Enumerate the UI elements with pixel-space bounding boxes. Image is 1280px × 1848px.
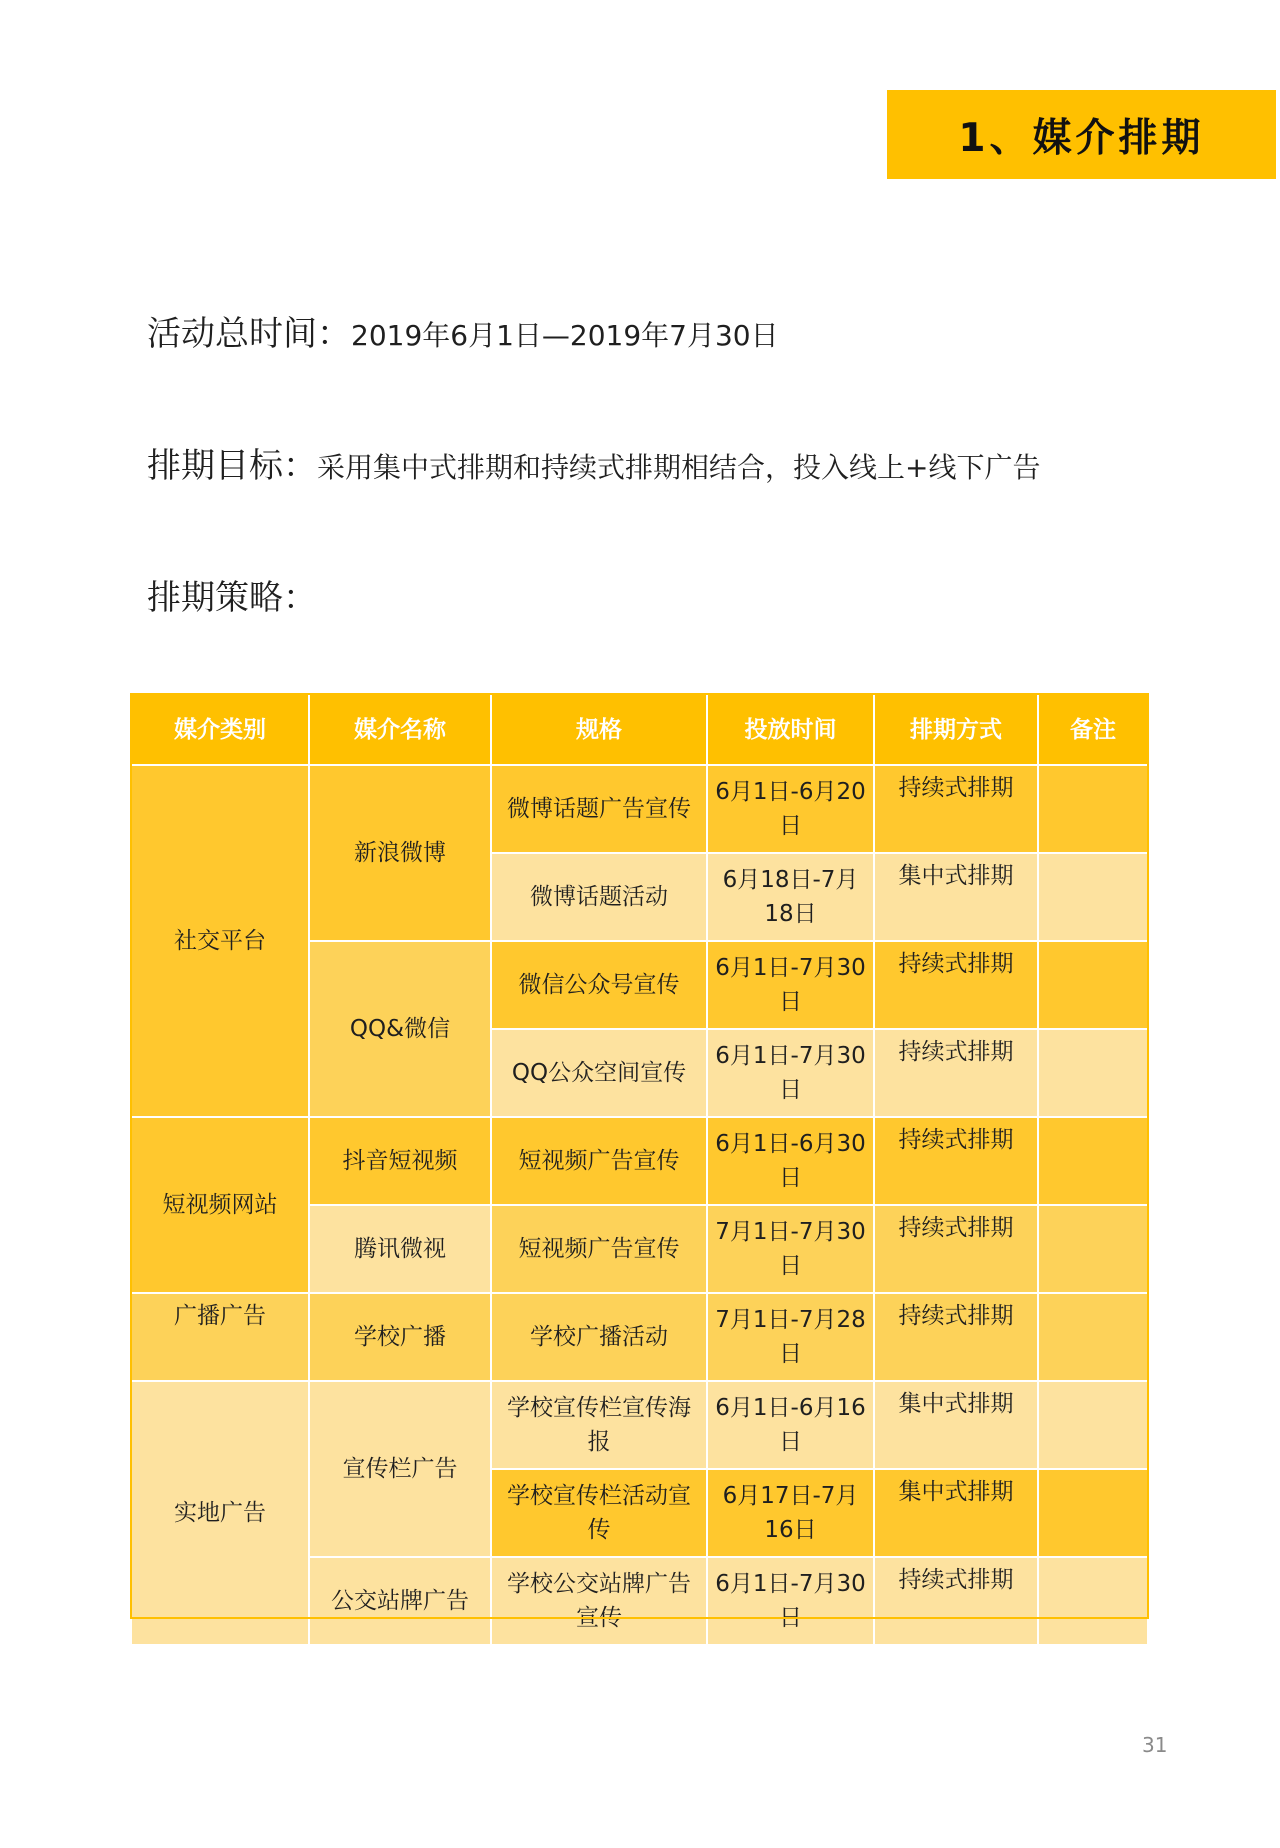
media-schedule-table — [130, 693, 1149, 1646]
activity-time-value: 2019年6月1日—2019年7月30日 — [351, 319, 779, 352]
time-cell: 6月1日-7月30日 — [707, 941, 874, 1029]
media-name-cell: 抖音短视频 — [309, 1117, 491, 1205]
method-cell: 持续式排期 — [874, 1029, 1038, 1117]
table-row — [131, 1117, 1148, 1205]
header-method: 排期方式 — [874, 694, 1038, 765]
time-cell: 6月1日-6月16日 — [707, 1381, 874, 1469]
time-cell: 6月1日-6月30日 — [707, 1117, 874, 1205]
media-name-cell: 学校广播 — [309, 1293, 491, 1381]
media-name-cell: 宣传栏广告 — [309, 1381, 491, 1557]
spec-cell: 短视频广告宣传 — [491, 1205, 707, 1293]
note-cell — [1038, 1029, 1148, 1117]
schedule-goal-line — [147, 438, 1040, 487]
method-cell: 持续式排期 — [874, 765, 1038, 853]
note-cell — [1038, 1205, 1148, 1293]
method-cell: 持续式排期 — [874, 1117, 1038, 1205]
method-cell: 集中式排期 — [874, 853, 1038, 941]
table-header-row — [131, 694, 1148, 765]
schedule-goal-label: 排期目标： — [147, 446, 317, 486]
category-cell: 广播广告 — [131, 1293, 309, 1381]
note-cell — [1038, 1293, 1148, 1381]
method-cell: 持续式排期 — [874, 1293, 1038, 1381]
activity-time-label: 活动总时间： — [147, 314, 351, 354]
method-cell: 集中式排期 — [874, 1381, 1038, 1469]
spec-cell: 学校宣传栏宣传海报 — [491, 1381, 707, 1469]
header-time: 投放时间 — [707, 694, 874, 765]
table-row — [131, 765, 1148, 853]
header-note: 备注 — [1038, 694, 1148, 765]
note-cell — [1038, 853, 1148, 941]
media-name-cell: 腾讯微视 — [309, 1205, 491, 1293]
table-row — [131, 1293, 1148, 1381]
schedule-strategy-label: 排期策略： — [147, 578, 317, 618]
category-cell: 实地广告 — [131, 1381, 309, 1645]
method-cell: 持续式排期 — [874, 1205, 1038, 1293]
media-name-cell: 公交站牌广告 — [309, 1557, 491, 1645]
category-cell: 短视频网站 — [131, 1117, 309, 1293]
time-cell: 7月1日-7月30日 — [707, 1205, 874, 1293]
spec-cell: 学校公交站牌广告宣传 — [491, 1557, 707, 1645]
time-cell: 6月1日-7月30日 — [707, 1557, 874, 1645]
header-spec: 规格 — [491, 694, 707, 765]
note-cell — [1038, 1469, 1148, 1557]
header-media-name: 媒介名称 — [309, 694, 491, 765]
time-cell: 6月1日-6月20日 — [707, 765, 874, 853]
method-cell: 集中式排期 — [874, 1469, 1038, 1557]
time-cell: 6月17日-7月16日 — [707, 1469, 874, 1557]
spec-cell: 短视频广告宣传 — [491, 1117, 707, 1205]
category-cell: 社交平台 — [131, 765, 309, 1117]
schedule-strategy-line — [147, 570, 317, 619]
section-title: 1、媒介排期 — [958, 115, 1205, 161]
media-name-cell: QQ&微信 — [309, 941, 491, 1117]
header-media-category: 媒介类别 — [131, 694, 309, 765]
method-cell: 持续式排期 — [874, 941, 1038, 1029]
spec-cell: 微博话题活动 — [491, 853, 707, 941]
note-cell — [1038, 941, 1148, 1029]
activity-time-line — [147, 306, 779, 355]
note-cell — [1038, 1117, 1148, 1205]
spec-cell: 微信公众号宣传 — [491, 941, 707, 1029]
note-cell — [1038, 1381, 1148, 1469]
time-cell: 6月18日-7月18日 — [707, 853, 874, 941]
method-cell: 持续式排期 — [874, 1557, 1038, 1645]
media-name-cell: 新浪微博 — [309, 765, 491, 941]
schedule-goal-value: 采用集中式排期和持续式排期相结合，投入线上+线下广告 — [317, 451, 1041, 484]
spec-cell: 微博话题广告宣传 — [491, 765, 707, 853]
spec-cell: QQ公众空间宣传 — [491, 1029, 707, 1117]
note-cell — [1038, 1557, 1148, 1645]
section-title-banner — [887, 90, 1276, 179]
time-cell: 7月1日-7月28日 — [707, 1293, 874, 1381]
note-cell — [1038, 765, 1148, 853]
page-number: 31 — [1142, 1733, 1168, 1757]
spec-cell: 学校宣传栏活动宣传 — [491, 1469, 707, 1557]
spec-cell: 学校广播活动 — [491, 1293, 707, 1381]
table-row — [131, 1381, 1148, 1469]
time-cell: 6月1日-7月30日 — [707, 1029, 874, 1117]
